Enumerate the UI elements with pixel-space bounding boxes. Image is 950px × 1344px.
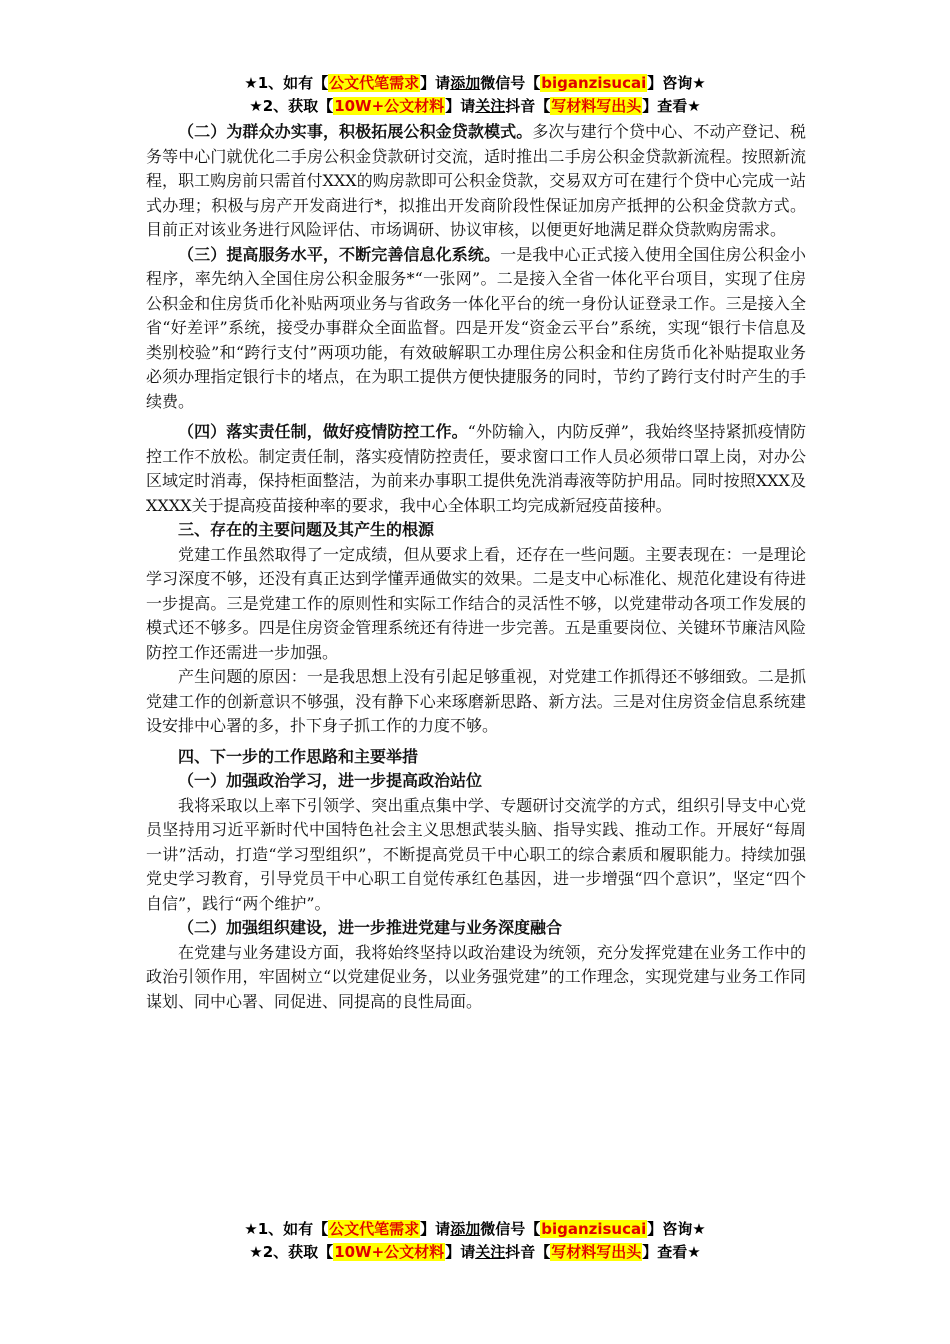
paragraph: 我将采取以上率下引领学、突出重点集中学、专题研讨交流学的方式，组织引导支中心党员坚持用习近平新时代中国特色社会主义思想武装头脑、指导实践、推动工作。开展好“每周一讲”活动，打造“学习型组织”，不断提高党员干中心职工的综合素质和履职能力。持续加强党史学习教育，引导党员干中心职工自觉传承红色基因，进一步增强“四个意识”，坚定“四个自信”，践行“两个维护”。 [146, 795, 806, 913]
banner-text: 】咨询★ [647, 1220, 706, 1238]
banner-text: 】请 [445, 97, 476, 115]
banner-text: 】请 [420, 1220, 451, 1238]
paragraph: 在党建与业务建设方面，我将始终坚持以政治建设为统领，充分发挥党建在业务工作中的政治引领作用，牢固树立“以党建促业务，以业务强党建”的工作理念，实现党建与业务工作同谋划、同中心署、同促进、同提高的良性局面。 [146, 942, 806, 1011]
banner-highlight: 10W+公文材料 [334, 1243, 445, 1261]
banner-highlight: biganzisucai [541, 74, 647, 92]
banner-text: 】请 [445, 1243, 476, 1261]
banner-text: ★1、如有【 [244, 1220, 329, 1238]
subsection-heading: （二）加强组织建设，进一步推进党建与业务深度融合 [178, 918, 563, 937]
footer-banner-line-1 [0, 1218, 950, 1240]
banner-highlight: 写材料写出头 [551, 97, 642, 115]
banner-highlight: 公文代笔需求 [329, 74, 420, 92]
footer-banner-line-2 [0, 1241, 950, 1263]
paragraph-text: 多次与建行个贷中心、不动产登记、税务等中心门就优化二手房公积金贷款研讨交流，适时推出二手房公积金贷款新流程。按照新流程，职工购房前只需首付XXX的购房款即可公积金贷款，交易双方可在建行个贷中心完成一站式办理；积极与房产开发商进行*，拟推出开发商阶段性保证加房产抵押的公积金贷款方式。目前正对该业务进行风险评估、市场调研、协议审核，以便更好地满足群众贷款购房需求。 [146, 122, 806, 239]
banner-underline: 关注 [475, 1243, 506, 1261]
banner-highlight: 公文代笔需求 [329, 1220, 420, 1238]
header-banner-line-2 [0, 95, 950, 117]
header-banner-line-1 [0, 72, 950, 94]
paragraph-text: 一是我中心正式接入使用全国住房公积金小程序，率先纳入全国住房公积金服务*“一张网”。二是接入全省一体化平台项目，实现了住房公积金和住房货币化补贴两项业务与省政务一体化平台的统一身份认证登录工作。三是接入全省“好差评”系统，接受办事群众全面监督。四是开发“资金云平台”系统，实现“银行卡信息及类别校验”和“跨行支付”两项功能，有效破解职工办理住房公积金和住房货币化补贴提取业务必须办理指定银行卡的堵点，在为职工提供方便快捷服务的同时，节约了跨行支付时产生的手续费。 [146, 244, 806, 411]
paragraph: 产生问题的原因：一是我思想上没有引起足够重视，对党建工作抓得还不够细致。二是抓党建工作的创新意识不够强，没有静下心来琢磨新思路、新方法。三是对住房资金信息系统建设安排中心署的多，扑下身子抓工作的力度不够。 [146, 667, 806, 735]
banner-text: ★2、获取【 [249, 97, 334, 115]
paragraph [146, 420, 806, 518]
section-heading: 四、下一步的工作思路和主要举措 [178, 746, 419, 766]
paragraph-title: （二）为群众办实事，积极拓展公积金贷款模式。 [178, 122, 533, 141]
banner-highlight: 10W+公文材料 [334, 97, 445, 115]
paragraph [146, 120, 806, 243]
banner-text: 】咨询★ [647, 74, 706, 92]
banner-underline: 关注 [475, 97, 506, 115]
banner-text: 】请 [420, 74, 451, 92]
banner-text: ★1、如有【 [244, 74, 329, 92]
banner-underline: 添加 [450, 74, 481, 92]
banner-text: 微信号【 [480, 1220, 541, 1238]
document-body [146, 120, 806, 1014]
banner-text: 抖音【 [505, 97, 551, 115]
paragraph-title: （四）落实责任制，做好疫情防控工作。 [178, 422, 468, 441]
banner-highlight: biganzisucai [541, 1220, 647, 1238]
subsection-heading: （一）加强政治学习，进一步提高政治站位 [178, 771, 483, 790]
section-heading: 三、存在的主要问题及其产生的根源 [178, 520, 435, 539]
banner-highlight: 写材料写出头 [551, 1243, 642, 1261]
paragraph-title: （三）提高服务水平，不断完善信息化系统。 [178, 244, 501, 264]
banner-underline: 添加 [450, 1220, 481, 1238]
banner-text: 】查看★ [642, 1243, 701, 1261]
banner-text: ★2、获取【 [249, 1243, 334, 1261]
paragraph [146, 243, 806, 415]
banner-text: 微信号【 [480, 74, 541, 92]
paragraph: 党建工作虽然取得了一定成绩，但从要求上看，还存在一些问题。主要表现在：一是理论学习深度不够，还没有真正达到学懂弄通做实的效果。二是支中心标准化、规范化建设有待进一步提高。三是党建工作的原则性和实际工作结合的灵活性不够，以党建带动各项工作发展的模式还不够多。四是住房资金管理系统还有待进一步完善。五是重要岗位、关键环节廉洁风险防控工作还需进一步加强。 [146, 544, 806, 662]
paragraph-text: “外防输入，内防反弹”，我始终坚持紧抓疫情防控工作不放松。制定责任制，落实疫情防控责任，要求窗口工作人员必须带口罩上岗，对办公区域定时消毒，保持柜面整洁，为前来办事职工提供免洗消毒液等防护用品。同时按照XXX及XXXX关于提高疫苗接种率的要求，我中心全体职工均完成新冠疫苗接种。 [146, 422, 806, 515]
banner-text: 】查看★ [642, 97, 701, 115]
banner-text: 抖音【 [505, 1243, 551, 1261]
